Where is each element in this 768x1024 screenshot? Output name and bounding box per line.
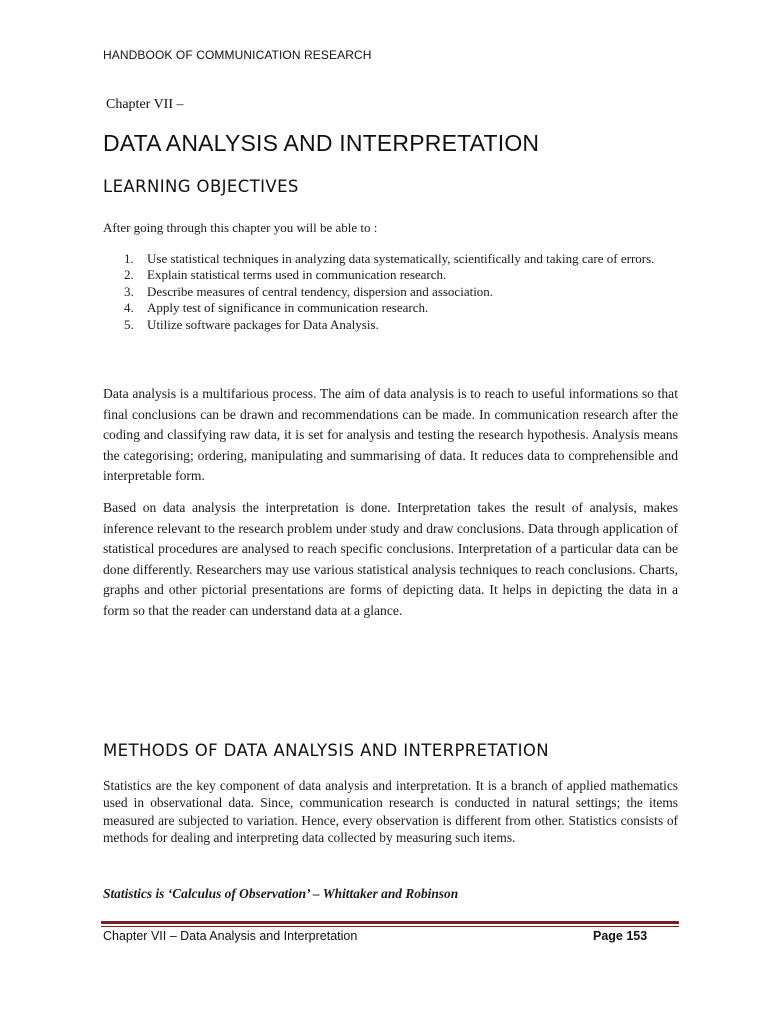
list-item-text: Utilize software packages for Data Analysis. — [147, 316, 379, 332]
footer-rule-thick — [101, 921, 679, 924]
body-paragraph-2: Based on data analysis the interpretation is done. Interpretation takes the result of analysis, makes inference relevant to the research problem under study and draw conclusions. Data through application of statistical procedures are analysed to reach specific conclusions. Interpretation of a particular data can be done differently. Researchers may use various statistical analysis techniques to reach conclusions. Charts, graphs and other pictorial presentations are forms of depicting data. It helps in depicting the data in a form so that the reader can understand data at a glance. — [103, 500, 678, 618]
list-item-number: 2. — [124, 267, 134, 283]
list-item-number: 1. — [124, 251, 134, 266]
list-item — [103, 317, 678, 333]
learning-objectives-heading: LEARNING OBJECTIVES — [103, 177, 299, 196]
running-head: HANDBOOK OF COMMUNICATION RESEARCH — [103, 48, 372, 62]
footer-rule-thin — [101, 926, 679, 927]
objectives-list — [103, 251, 678, 333]
list-item-text: Use statistical techniques in analyzing data systematically, scientifically and taking care of errors. — [147, 251, 655, 266]
chapter-label: Chapter VII – — [106, 97, 184, 112]
page-number: Page 153 — [593, 929, 648, 943]
list-item — [103, 251, 678, 267]
methods-heading: METHODS OF DATA ANALYSIS AND INTERPRETATION — [103, 741, 549, 760]
list-item-text: Apply test of significance in communication research. — [147, 300, 429, 316]
footer-chapter-title: Chapter VII – Data Analysis and Interpretation — [103, 929, 358, 943]
chapter-title: DATA ANALYSIS AND INTERPRETATION — [103, 130, 540, 156]
list-item — [103, 300, 678, 316]
list-item — [103, 284, 678, 300]
list-item-text: Explain statistical terms used in communication research. — [147, 267, 447, 283]
list-item-number: 5. — [124, 316, 134, 332]
statistics-quote: Statistics is ‘Calculus of Observation’ – Whittaker and Robinson — [103, 886, 459, 901]
list-item-number: 4. — [124, 300, 134, 316]
objectives-intro: After going through this chapter you will be able to : — [103, 220, 378, 235]
list-item-text: Describe measures of central tendency, dispersion and association. — [147, 283, 494, 299]
body-paragraph-1: Data analysis is a multifarious process. The aim of data analysis is to reach to useful informations so that final conclusions can be drawn and recommendations can be made. In communication research after the coding and classifying raw data, it is set for analysis and testing the research hypothesis. Analysis means the categorising; ordering, manipulating and summarising of data. It reduces data to comprehensible and interpretable form. — [103, 386, 678, 484]
list-item — [103, 267, 678, 283]
list-item-number: 3. — [124, 283, 134, 299]
methods-paragraph: Statistics are the key component of data analysis and interpretation. It is a branch of applied mathematics used in observational data. Since, communication research is conducted in natural settings; the items measured are subjected to variation. Hence, every observation is different from other. Statistics consists of methods for dealing and interpreting data collected by measuring such items. — [103, 778, 678, 845]
